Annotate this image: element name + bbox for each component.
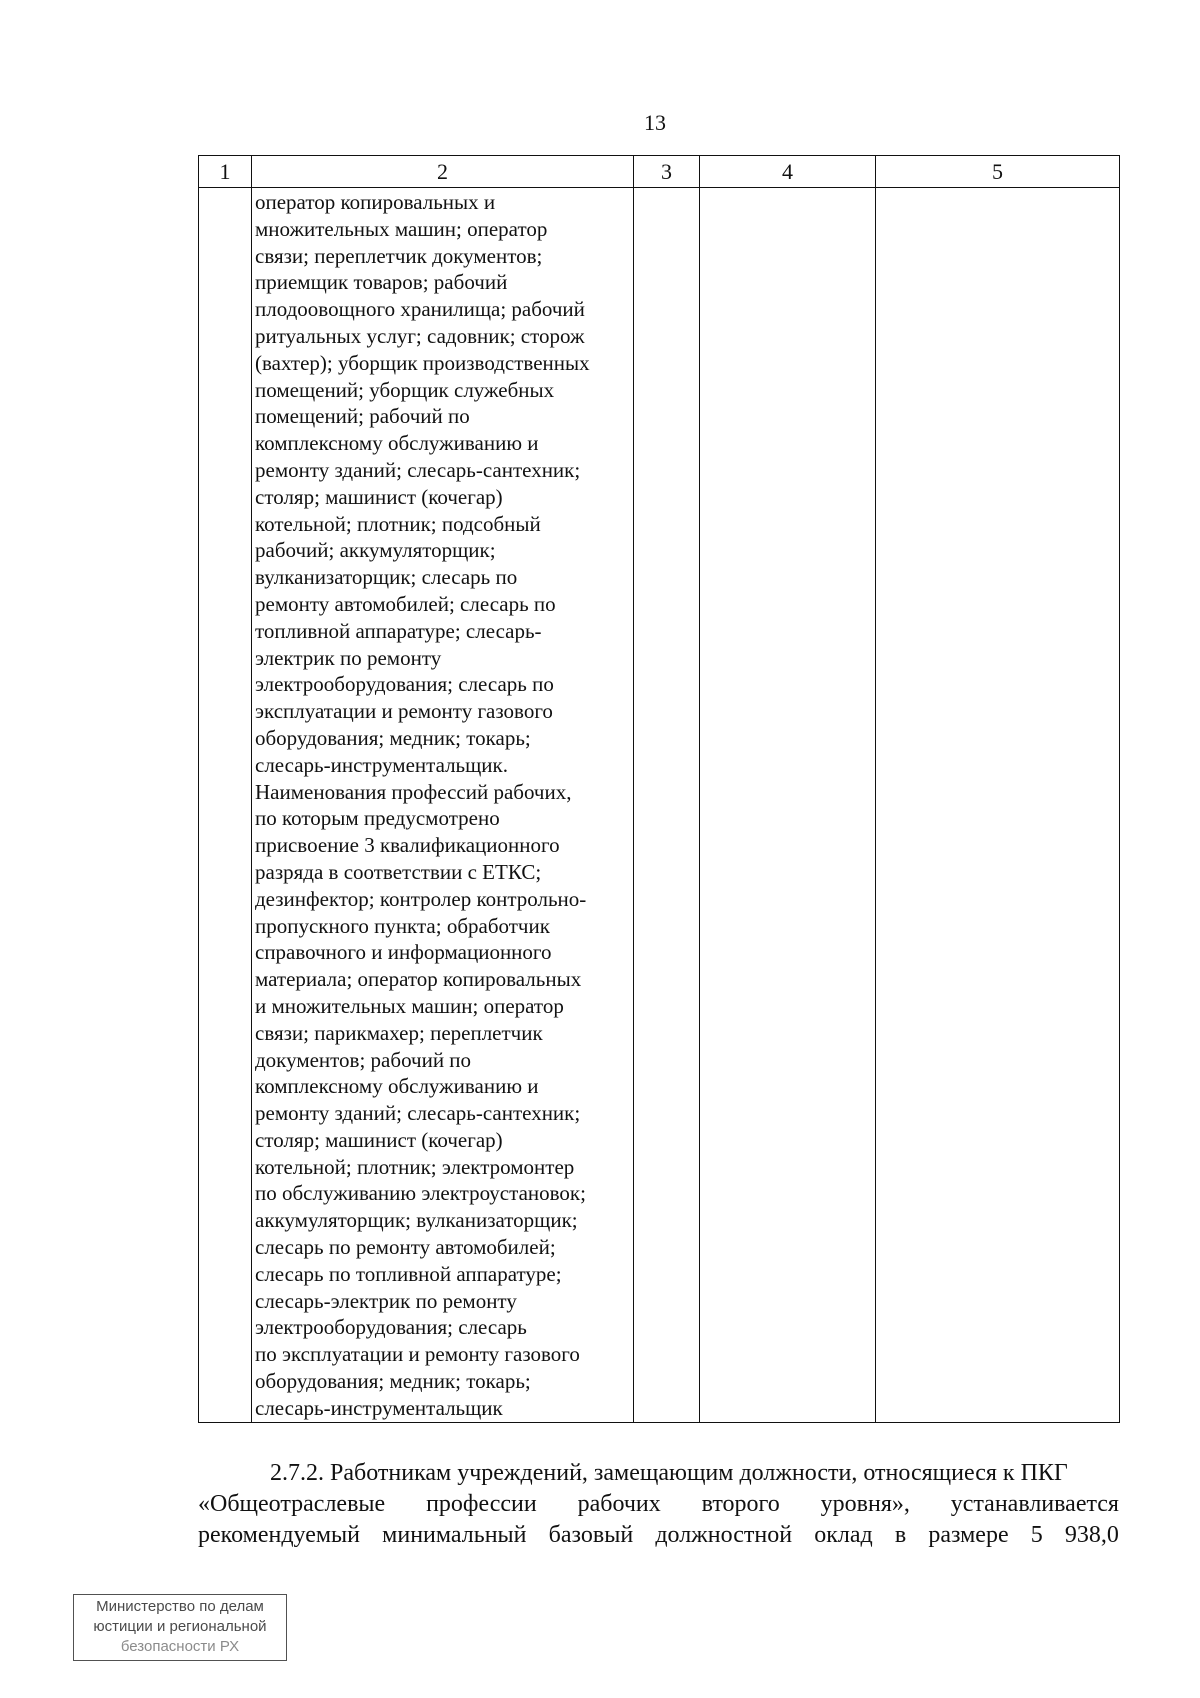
professions-text-line: топливной аппаратуре; слесарь- [255,618,542,643]
cell-col-4 [700,188,876,1423]
professions-text-line: котельной; плотник; подсобный [255,511,541,536]
professions-text-line: помещений; уборщик служебных [255,377,555,402]
paragraph-word: рекомендуемый [198,1522,361,1548]
professions-text-line: связи; переплетчик документов; [255,243,543,268]
professions-text-line: комплексному обслуживанию и [255,431,539,456]
professions-text-line: приемщик товаров; рабочий [255,270,508,295]
paragraph-word: профессии [426,1491,537,1517]
professions-text-line: пропускного пункта; обработчик [255,913,550,938]
professions-text-line: ремонту зданий; слесарь-сантехник; [255,457,581,482]
cell-col-3 [634,188,700,1423]
header-col-2: 2 [252,156,634,188]
professions-text-line: аккумуляторщик; вулканизаторщик; [255,1208,578,1233]
paragraph-word: второго [701,1491,780,1517]
professions-text-line: ремонту автомобилей; слесарь по [255,591,556,616]
professions-list-text [252,188,633,1422]
professions-text-line: Наименования профессий рабочих, [255,779,572,804]
professions-text-line: слесарь-электрик по ремонту [255,1288,517,1313]
professions-text-line: комплексному обслуживанию и [255,1074,539,1099]
professions-text-line: (вахтер); уборщик производственных [255,350,590,375]
professions-text-line: множительных машин; оператор [255,216,548,241]
paragraph-word: размере [928,1522,1009,1548]
header-col-5: 5 [876,156,1120,188]
stamp-line-2: юстиции и региональной [93,1618,267,1635]
professions-text-line: разряда в соответствии с ЕТКС; [255,859,542,884]
paragraph-word: уровня», [820,1491,910,1517]
table-row [199,188,1120,1423]
professions-text-line: слесарь-инструментальщик [255,1395,503,1420]
professions-text-line: оборудования; медник; токарь; [255,725,531,750]
stamp-line-3: безопасности РХ [120,1638,240,1655]
professions-table [198,155,1120,1423]
professions-text-line: по которым предусмотрено [255,806,500,831]
header-col-4: 4 [700,156,876,188]
paragraph-word: рабочих [577,1491,661,1517]
professions-text-line: документов; рабочий по [255,1047,472,1072]
header-col-3: 3 [634,156,700,188]
professions-text-line: материала; оператор копировальных [255,967,582,992]
professions-text-line: плодоовощного хранилища; рабочий [255,297,585,322]
header-col-1: 1 [199,156,252,188]
professions-text-line: столяр; машинист (кочегар) [255,1127,503,1152]
professions-text-line: и множительных машин; оператор [255,993,564,1018]
professions-text-line: ремонту зданий; слесарь-сантехник; [255,1101,581,1126]
cell-col-1 [199,188,252,1423]
professions-text-line: электрик по ремонту [255,645,442,670]
professions-text-line: справочного и информационного [255,940,552,965]
paragraph-word: минимальный [382,1522,527,1548]
professions-text-line: дезинфектор; контролер контрольно- [255,886,587,911]
paragraph-word: 5 [1030,1522,1043,1548]
professions-text-line: вулканизаторщик; слесарь по [255,565,518,590]
professions-text-line: эксплуатации и ремонту газового [255,699,553,724]
professions-text-line: котельной; плотник; электромонтер [255,1154,575,1179]
paragraph-line-3 [198,1520,1119,1551]
professions-text-line: столяр; машинист (кочегар) [255,484,503,509]
professions-text-line: электрооборудования; слесарь [255,1315,527,1340]
paragraph-word: устанавливается [950,1491,1119,1517]
professions-text-line: по эксплуатации и ремонту газового [255,1342,580,1367]
professions-text-line: оборудования; медник; токарь; [255,1369,531,1394]
professions-text-line: слесарь по ремонту автомобилей; [255,1235,556,1260]
professions-text-line: оператор копировальных и [255,190,496,214]
paragraph-word: в [894,1522,907,1548]
paragraph-line-2 [198,1489,1119,1520]
table-header-row [199,156,1120,188]
paragraph-word: 938,0 [1064,1522,1119,1548]
professions-text-line: связи; парикмахер; переплетчик [255,1020,543,1045]
professions-text-line: слесарь по топливной аппаратуре; [255,1261,562,1286]
paragraph-line-1: 2.7.2. Работникам учреждений, замещающим должности, относящиеся к ПКГ [270,1460,1068,1486]
cell-col-2 [252,188,634,1423]
professions-text-line: помещений; рабочий по [255,404,470,429]
paragraph-word: оклад [814,1522,873,1548]
professions-text-line: по обслуживанию электроустановок; [255,1181,586,1206]
paragraph-word: должностной [655,1522,793,1548]
professions-text-line: ритуальных услуг; садовник; сторож [255,323,585,348]
professions-text-line: рабочий; аккумуляторщик; [255,538,496,563]
professions-text-line: слесарь-инструментальщик. [255,752,508,777]
stamp-line-1: Министерство по делам [96,1598,264,1615]
page-number: 13 [644,110,666,135]
body-paragraph [198,1458,1119,1551]
ministry-stamp [73,1594,287,1661]
professions-text-line: электрооборудования; слесарь по [255,672,554,697]
cell-col-5 [876,188,1120,1423]
paragraph-word: базовый [548,1522,634,1548]
professions-text-line: присвоение 3 квалификационного [255,833,560,858]
paragraph-word: «Общеотраслевые [198,1491,386,1517]
